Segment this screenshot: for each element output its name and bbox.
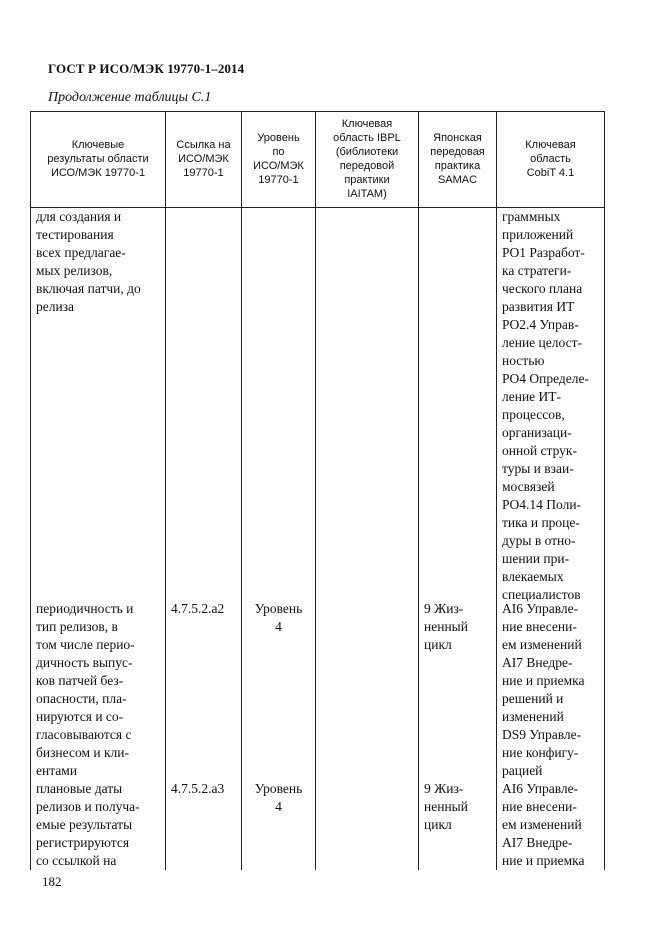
table-cell-level: Уровень 4 — [254, 601, 303, 634]
table-cell-samac: 9 Жиз- ненный цикл — [424, 601, 468, 652]
column-border — [315, 111, 316, 870]
column-header-ibpl: Ключевая область IBPL (библиотеки передовой практики IAITAM) — [333, 118, 401, 200]
table-cell-result: плановые даты релизов и получа- емые результаты регистрируются со ссылкой на — [36, 781, 140, 868]
column-border — [30, 111, 31, 870]
column-border — [496, 111, 497, 870]
table-cell-cobit: AI6 Управле- ние внесени- ем изменений AI7 Внедре- ние и приемка — [502, 781, 585, 868]
column-header-level: Уровень по ИСО/МЭК 19770-1 — [253, 132, 304, 186]
column-border — [604, 111, 605, 870]
column-border — [165, 111, 166, 870]
column-header-reference: Ссылка на ИСО/МЭК 19770-1 — [176, 139, 231, 179]
table-cell-samac: 9 Жиз- ненный цикл — [424, 781, 468, 832]
column-header-samac: Японская передовая практика SAMAC — [430, 132, 485, 186]
table-caption: Продолжение таблицы С.1 — [48, 90, 212, 105]
document-header: ГОСТ Р ИСО/МЭК 19770-1–2014 — [48, 61, 245, 76]
table-cell-result: для создания и тестирования всех предлагае- мых релизов, включая патчи, до релиза — [36, 209, 141, 314]
table-cell-level: Уровень 4 — [254, 781, 303, 814]
page-number: 182 — [42, 874, 62, 889]
table-cell-reference: 4.7.5.2.a3 — [171, 781, 225, 796]
table-cell-reference: 4.7.5.2.a2 — [171, 601, 225, 616]
table-cell-result: периодичность и тип релизов, в том числе перио- дичность выпус- ков патчей без- опасности, пла- нируются и со- гласовываются с бизнесом и кли- ентами — [36, 601, 135, 778]
table-cell-cobit: AI6 Управле- ние внесени- ем изменений AI7 Внедре- ние и приемка решений и изменений DS9 Управле- ние конфигу- рацией — [502, 601, 585, 778]
column-header-cobit: Ключевая область CobiT 4.1 — [525, 139, 576, 179]
column-border — [418, 111, 419, 870]
column-border — [241, 111, 242, 870]
column-header-results: Ключевые результаты области ИСО/МЭК 19770-1 — [47, 139, 149, 179]
table-cell-cobit: граммных приложений PO1 Разработ- ка стратеги- ческого плана развития ИТ PO2.4 Управ- ление целост- ностью PO4 Определе- ление ИТ- процессов, организаци- онной струк- туры и взаи- мосвязей PO4.14 Поли- тика и проце- дуры в отно- шении при- влекаемых специалистов — [502, 209, 590, 602]
